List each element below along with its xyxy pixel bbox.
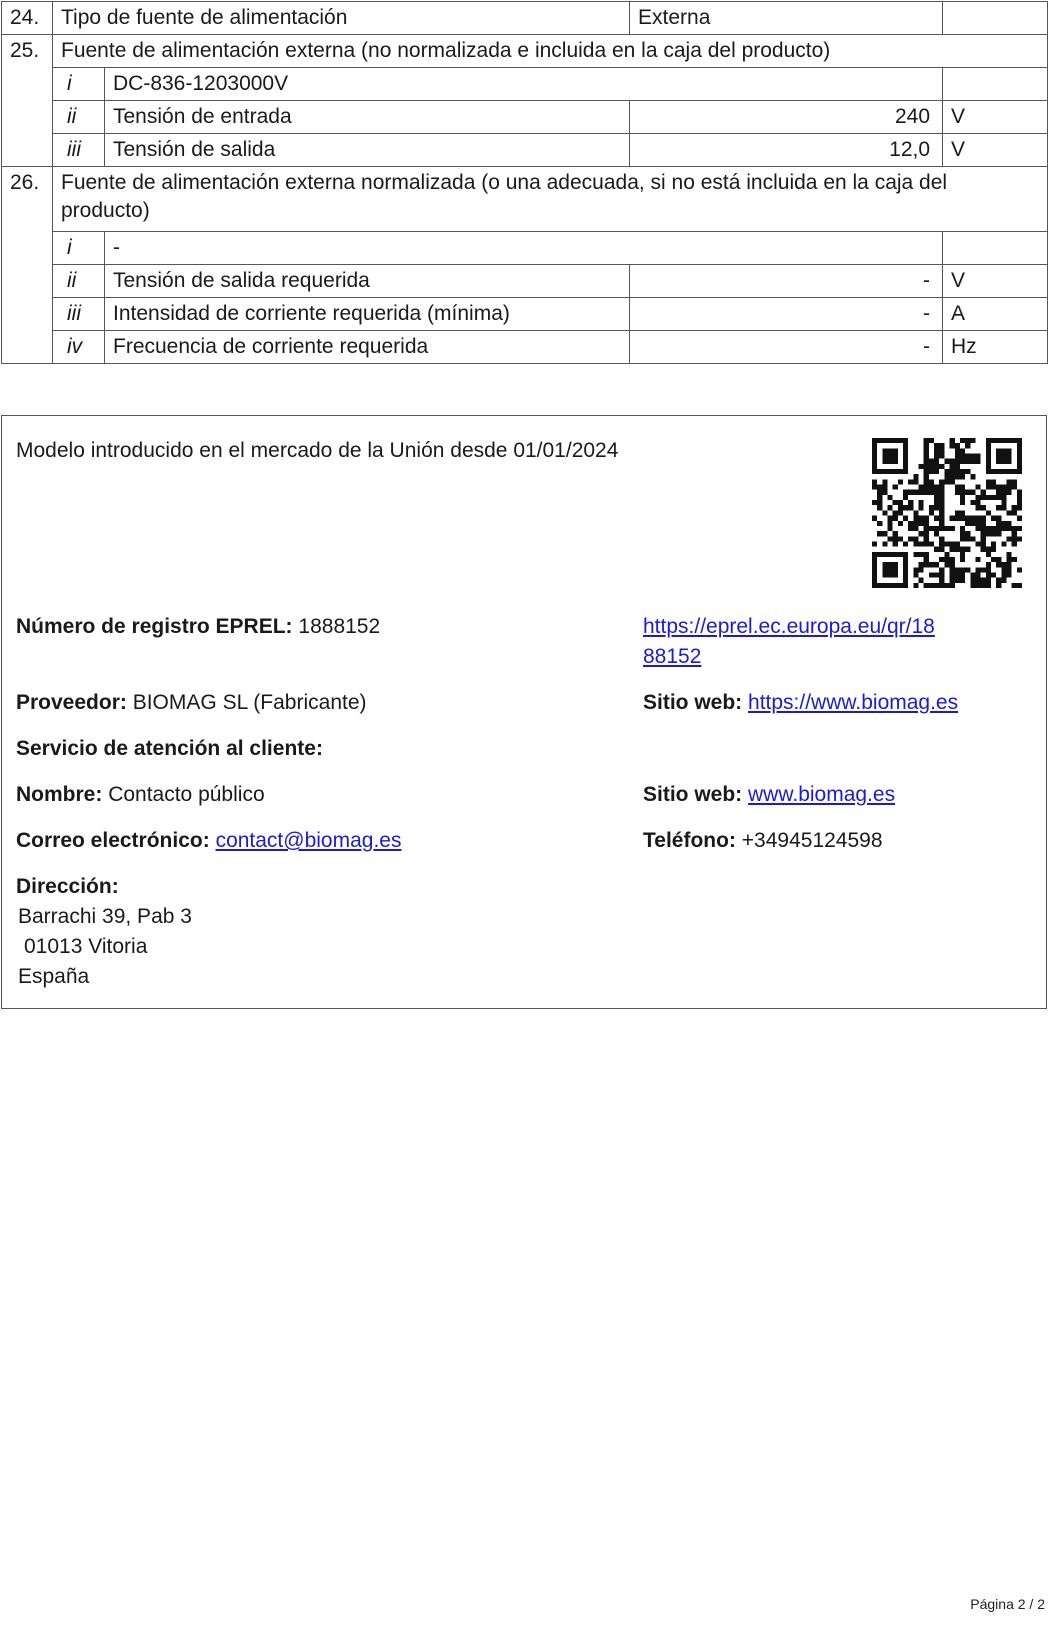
spec-table	[1, 1, 1048, 364]
row-unit: V	[943, 265, 1048, 298]
eprel-link[interactable]: https://eprel.ec.europa.eu/qr/18	[643, 615, 935, 638]
market-date-text: Modelo introducido en el mercado de la Unión desde 01/01/2024	[16, 439, 619, 462]
address-line-1: Barrachi 39, Pab 3	[18, 905, 192, 928]
address-line-2: 01013 Vitoria	[24, 935, 148, 958]
row-number: 24.	[2, 2, 53, 35]
contact-name-label: Nombre:	[16, 783, 103, 806]
eprel-label: Número de registro EPREL:	[16, 615, 293, 638]
row-label: -	[105, 232, 943, 265]
row-sub: iii	[53, 298, 105, 331]
row-label: Tensión de salida	[105, 134, 630, 167]
service-website-link[interactable]: www.biomag.es	[748, 783, 896, 806]
row-value: -	[630, 298, 943, 331]
row-sub: i	[53, 232, 105, 265]
eprel-value: 1888152	[298, 615, 381, 638]
table-row	[2, 101, 1048, 134]
page-number	[970, 1596, 1045, 1612]
row-value: -	[630, 265, 943, 298]
page-label: Página	[970, 1596, 1014, 1612]
contact-name-value: Contacto público	[108, 783, 265, 806]
contact-name-row	[16, 780, 265, 810]
table-row	[2, 232, 1048, 265]
table-row	[2, 265, 1048, 298]
supplier-label: Proveedor:	[16, 691, 127, 714]
row-unit: Hz	[943, 331, 1048, 364]
row-value: 240	[630, 101, 943, 134]
table-row	[2, 298, 1048, 331]
row-unit	[943, 2, 1048, 35]
email-row	[16, 826, 401, 856]
page-value: 2 / 2	[1017, 1596, 1045, 1612]
table-row	[2, 167, 1048, 232]
row-value: -	[630, 331, 943, 364]
website-label: Sitio web:	[643, 691, 743, 714]
table-row	[2, 35, 1048, 68]
phone-label: Teléfono:	[643, 829, 736, 852]
row-label: Tensión de salida requerida	[105, 265, 630, 298]
service-website-row	[643, 780, 895, 810]
row-number: 26.	[2, 167, 53, 232]
row-label: Tipo de fuente de alimentación	[53, 2, 630, 35]
row-label: Fuente de alimentación externa (no normalizada e incluida en la caja del producto)	[53, 35, 1048, 68]
table-row	[2, 134, 1048, 167]
row-unit: V	[943, 101, 1048, 134]
row-sub: iv	[53, 331, 105, 364]
row-label: Fuente de alimentación externa normalizada (o una adecuada, si no está incluida en la caja del producto)	[53, 167, 1048, 232]
row-label: DC-836-1203000V	[105, 68, 943, 101]
eprel-row	[16, 612, 380, 642]
row-label: Intensidad de corriente requerida (mínima)	[105, 298, 630, 331]
row-sub: ii	[53, 101, 105, 134]
phone-value: +34945124598	[741, 829, 883, 852]
table-row	[2, 2, 1048, 35]
row-unit: V	[943, 134, 1048, 167]
row-label: Frecuencia de corriente requerida	[105, 331, 630, 364]
row-sub: iii	[53, 134, 105, 167]
row-value: Externa	[630, 2, 943, 35]
table-row	[2, 68, 1048, 101]
row-unit: A	[943, 298, 1048, 331]
phone-row	[643, 826, 883, 856]
product-info-box	[1, 415, 1047, 1009]
service-website-label: Sitio web:	[643, 783, 743, 806]
row-sub: ii	[53, 265, 105, 298]
address-label: Dirección:	[16, 875, 119, 898]
website-row	[643, 688, 958, 718]
table-row	[2, 331, 1048, 364]
email-label: Correo electrónico:	[16, 829, 210, 852]
eprel-link-cont[interactable]: 88152	[643, 645, 702, 668]
row-value: 12,0	[630, 134, 943, 167]
eprel-link-line1[interactable]	[643, 612, 935, 642]
customer-service-heading: Servicio de atención al cliente:	[16, 737, 323, 760]
email-link[interactable]: contact@biomag.es	[215, 829, 402, 852]
row-label: Tensión de entrada	[105, 101, 630, 134]
eprel-link-line2[interactable]	[643, 642, 701, 672]
website-link[interactable]: https://www.biomag.es	[748, 691, 959, 714]
row-sub: i	[53, 68, 105, 101]
supplier-row	[16, 688, 367, 718]
row-number: 25.	[2, 35, 53, 68]
qr-code[interactable]	[872, 438, 1022, 588]
supplier-value: BIOMAG SL (Fabricante)	[132, 691, 367, 714]
address-line-3: España	[18, 965, 90, 988]
